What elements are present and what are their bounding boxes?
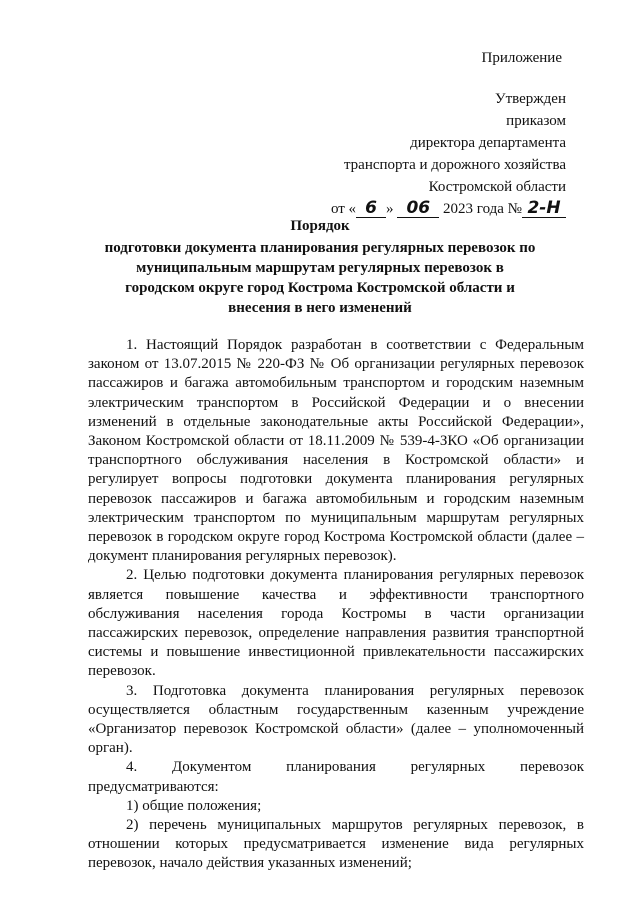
approval-line: директора департамента (410, 135, 566, 151)
approval-line: приказом (506, 113, 566, 129)
document-body (88, 336, 584, 874)
document-title (100, 216, 540, 318)
list-item-1: 1) общие положения; (126, 797, 262, 814)
date-mid: » (386, 201, 394, 217)
approval-line: транспорта и дорожного хозяйства (343, 157, 566, 173)
title-subject: подготовки документа планирования регулярных перевозок по муниципальным маршрутам регулярных перевозок в городском округе город Кострома Костромской области и внесения в него изменений (104, 240, 536, 316)
paragraph-3: 3. Подготовка документа планирования регулярных перевозок осуществляется областным государственным казенным учреждение «Организатор перевозок Костромской области» (далее – уполномоченный орган). (88, 682, 584, 757)
title-heading: Порядок (290, 218, 350, 234)
paragraph-2: 2. Целью подготовки документа планирования регулярных перевозок является повышение качества и эффективности транспортного обслуживания населения города Костромы в части организации пассажирских перевозок, определение направления развития транспортной системы и повышение инвестиционной привлекательности пассажирских перевозок. (88, 567, 584, 680)
approval-block (246, 88, 566, 220)
list-item-2: 2) перечень муниципальных маршрутов регулярных перевозок, в отношении которых предусматривается изменение вида регулярных перевозок, начало действия указанных изменений; (88, 817, 584, 872)
handwritten-number: 2-Н (522, 199, 566, 218)
appendix-label: Приложение (481, 50, 562, 66)
approval-line: Утвержден (494, 91, 566, 107)
date-prefix: от « (330, 201, 357, 217)
approval-line: Костромской области (428, 179, 566, 195)
paragraph-4: 4. Документом планирования регулярных перевозок предусматриваются: (88, 759, 584, 795)
handwritten-day: 6 (356, 199, 386, 218)
year-text: 2023 года № (443, 201, 522, 217)
paragraph-1: 1. Настоящий Порядок разработан в соответствии с Федеральным законом от 13.07.2015 № 220-ФЗ № Об организации регулярных перевозок пассажиров и багажа автомобильным транспортом и городским наземным электрическим транспортом в Российской Федерации и о внесении изменений в отдельные законодательные акты Российской Федерации», Законом Костромской области от 18.11.2009 № 539-4-ЗКО «Об организации транспортного обслуживания населения в Костромской области» и регулирует вопросы подготовки документа планирования регулярных перевозок пассажиров и багажа автомобильным и городским наземным электрическим транспортом по муниципальным маршрутам регулярных перевозок в городском округе город Кострома Костромской области (далее – документ планирования регулярных перевозок). (88, 337, 584, 565)
handwritten-month: 06 (397, 199, 439, 218)
